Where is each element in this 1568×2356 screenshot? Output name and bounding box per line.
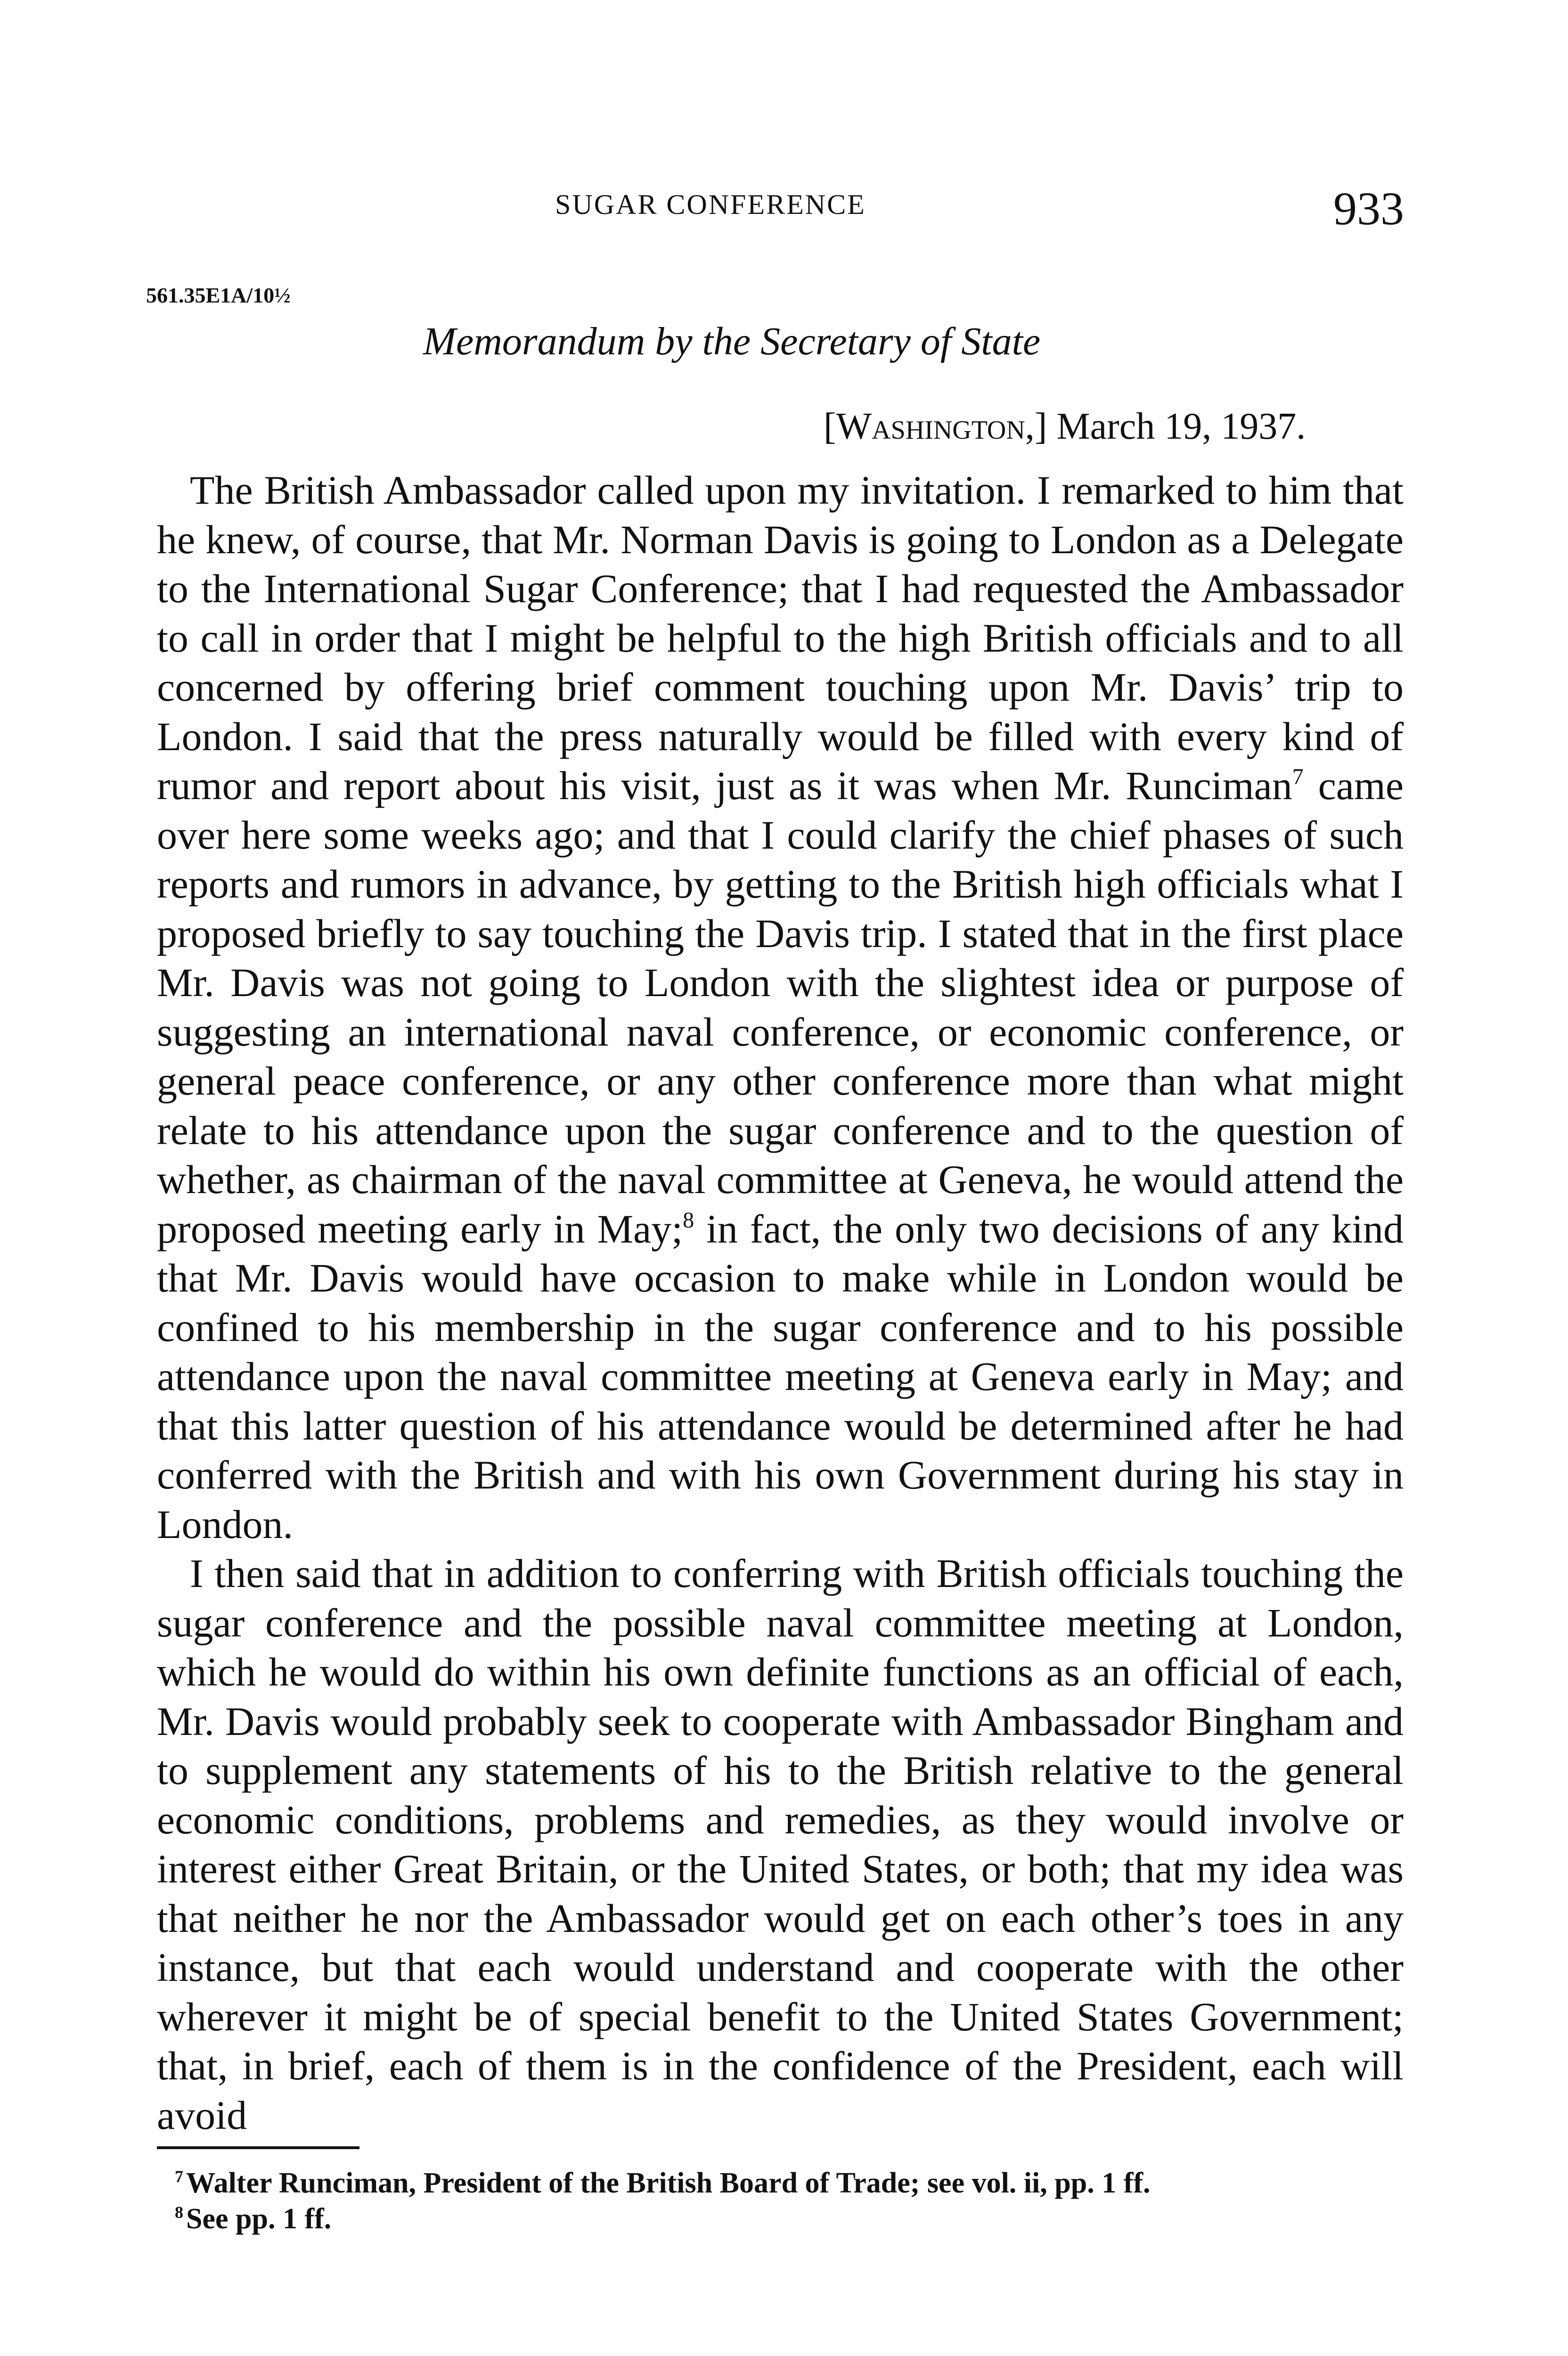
dateline-bracket-close: ,] — [1025, 406, 1047, 447]
memorandum-body — [157, 466, 1404, 2140]
footnote-ref-8: 8 — [683, 1207, 694, 1233]
footnote-divider — [157, 2146, 359, 2149]
footnote-ref-7: 7 — [1292, 764, 1304, 789]
running-head: SUGAR CONFERENCE — [555, 189, 866, 220]
footnote-7-marker: 7 — [175, 2167, 183, 2186]
paragraph-1-part-a: The British Ambassador called upon my invitation. I remarked to him that he knew, of course, that Mr. Norman Davis is going to London as a Delegate to the International Sugar Conference; that I had requested the Ambassador to call in order that I might be helpful to the high British officials and to all concerned by offering brief comment touching upon Mr. Davis’ trip to London. I said that the press naturally would be filled with every kind of rumor and report about his visit, just as it was when Mr. Runciman — [157, 467, 1404, 808]
footnote-8-text: See pp. 1 ff. — [186, 2203, 332, 2235]
dateline-open-bracket: [ — [824, 406, 836, 447]
footnotes — [157, 2165, 1404, 2237]
dateline-place: Washington — [836, 406, 1025, 447]
document-title: Memorandum by the Secretary of State — [423, 319, 1041, 363]
paragraph-1-part-c: in fact, the only two decisions of any kind that Mr. Davis would have occasion to make while in London would be confined to his membership in the sugar conference and to his possible attendance upon the naval committee meeting at Geneva early in May; and that this latter question of his attendance would be determined after he had conferred with the British and with his own Government during his stay in London. — [157, 1206, 1404, 1547]
dateline — [824, 405, 1306, 448]
footnote-7-text: Walter Runciman, President of the British Board of Trade; see vol. ii, pp. 1 ff. — [186, 2167, 1151, 2199]
page-number: 933 — [1333, 182, 1404, 235]
footnote-8 — [157, 2201, 1404, 2237]
paragraph-1 — [157, 466, 1404, 1549]
file-number: 561.35E1A/10½ — [146, 283, 291, 307]
paragraph-1-part-b: came over here some weeks ago; and that I could clarify the chief phases of such reports and rumors in advance, by getting to the British high officials what I proposed briefly to say touching the Davis trip. I stated that in the first place Mr. Davis was not going to London with the slightest idea or purpose of suggesting an international naval conference, or economic conference, or general peace conference, or any other conference more than what might relate to his attendance upon the sugar conference and to the question of whether, as chairman of the naval committee at Geneva, he would attend the proposed meeting early in May; — [157, 763, 1404, 1252]
footnote-8-marker: 8 — [175, 2203, 183, 2222]
paragraph-2: I then said that in addition to conferring with British officials touching the sugar conference and the possible naval committee meeting at London, which he would do within his own definite functions as an official of each, Mr. Davis would probably seek to cooperate with Ambassador Bingham and to supplement any statements of his to the British relative to the general economic conditions, problems and remedies, as they would involve or interest either Great Britain, or the United States, or both; that my idea was that neither he nor the Ambassador would get on each other’s toes in any instance, but that each would understand and cooperate with the other wherever it might be of special benefit to the United States Government; that, in brief, each of them is in the confidence of the President, each will avoid — [157, 1551, 1404, 2138]
footnote-7 — [157, 2165, 1404, 2201]
dateline-date: March 19, 1937. — [1056, 406, 1306, 447]
